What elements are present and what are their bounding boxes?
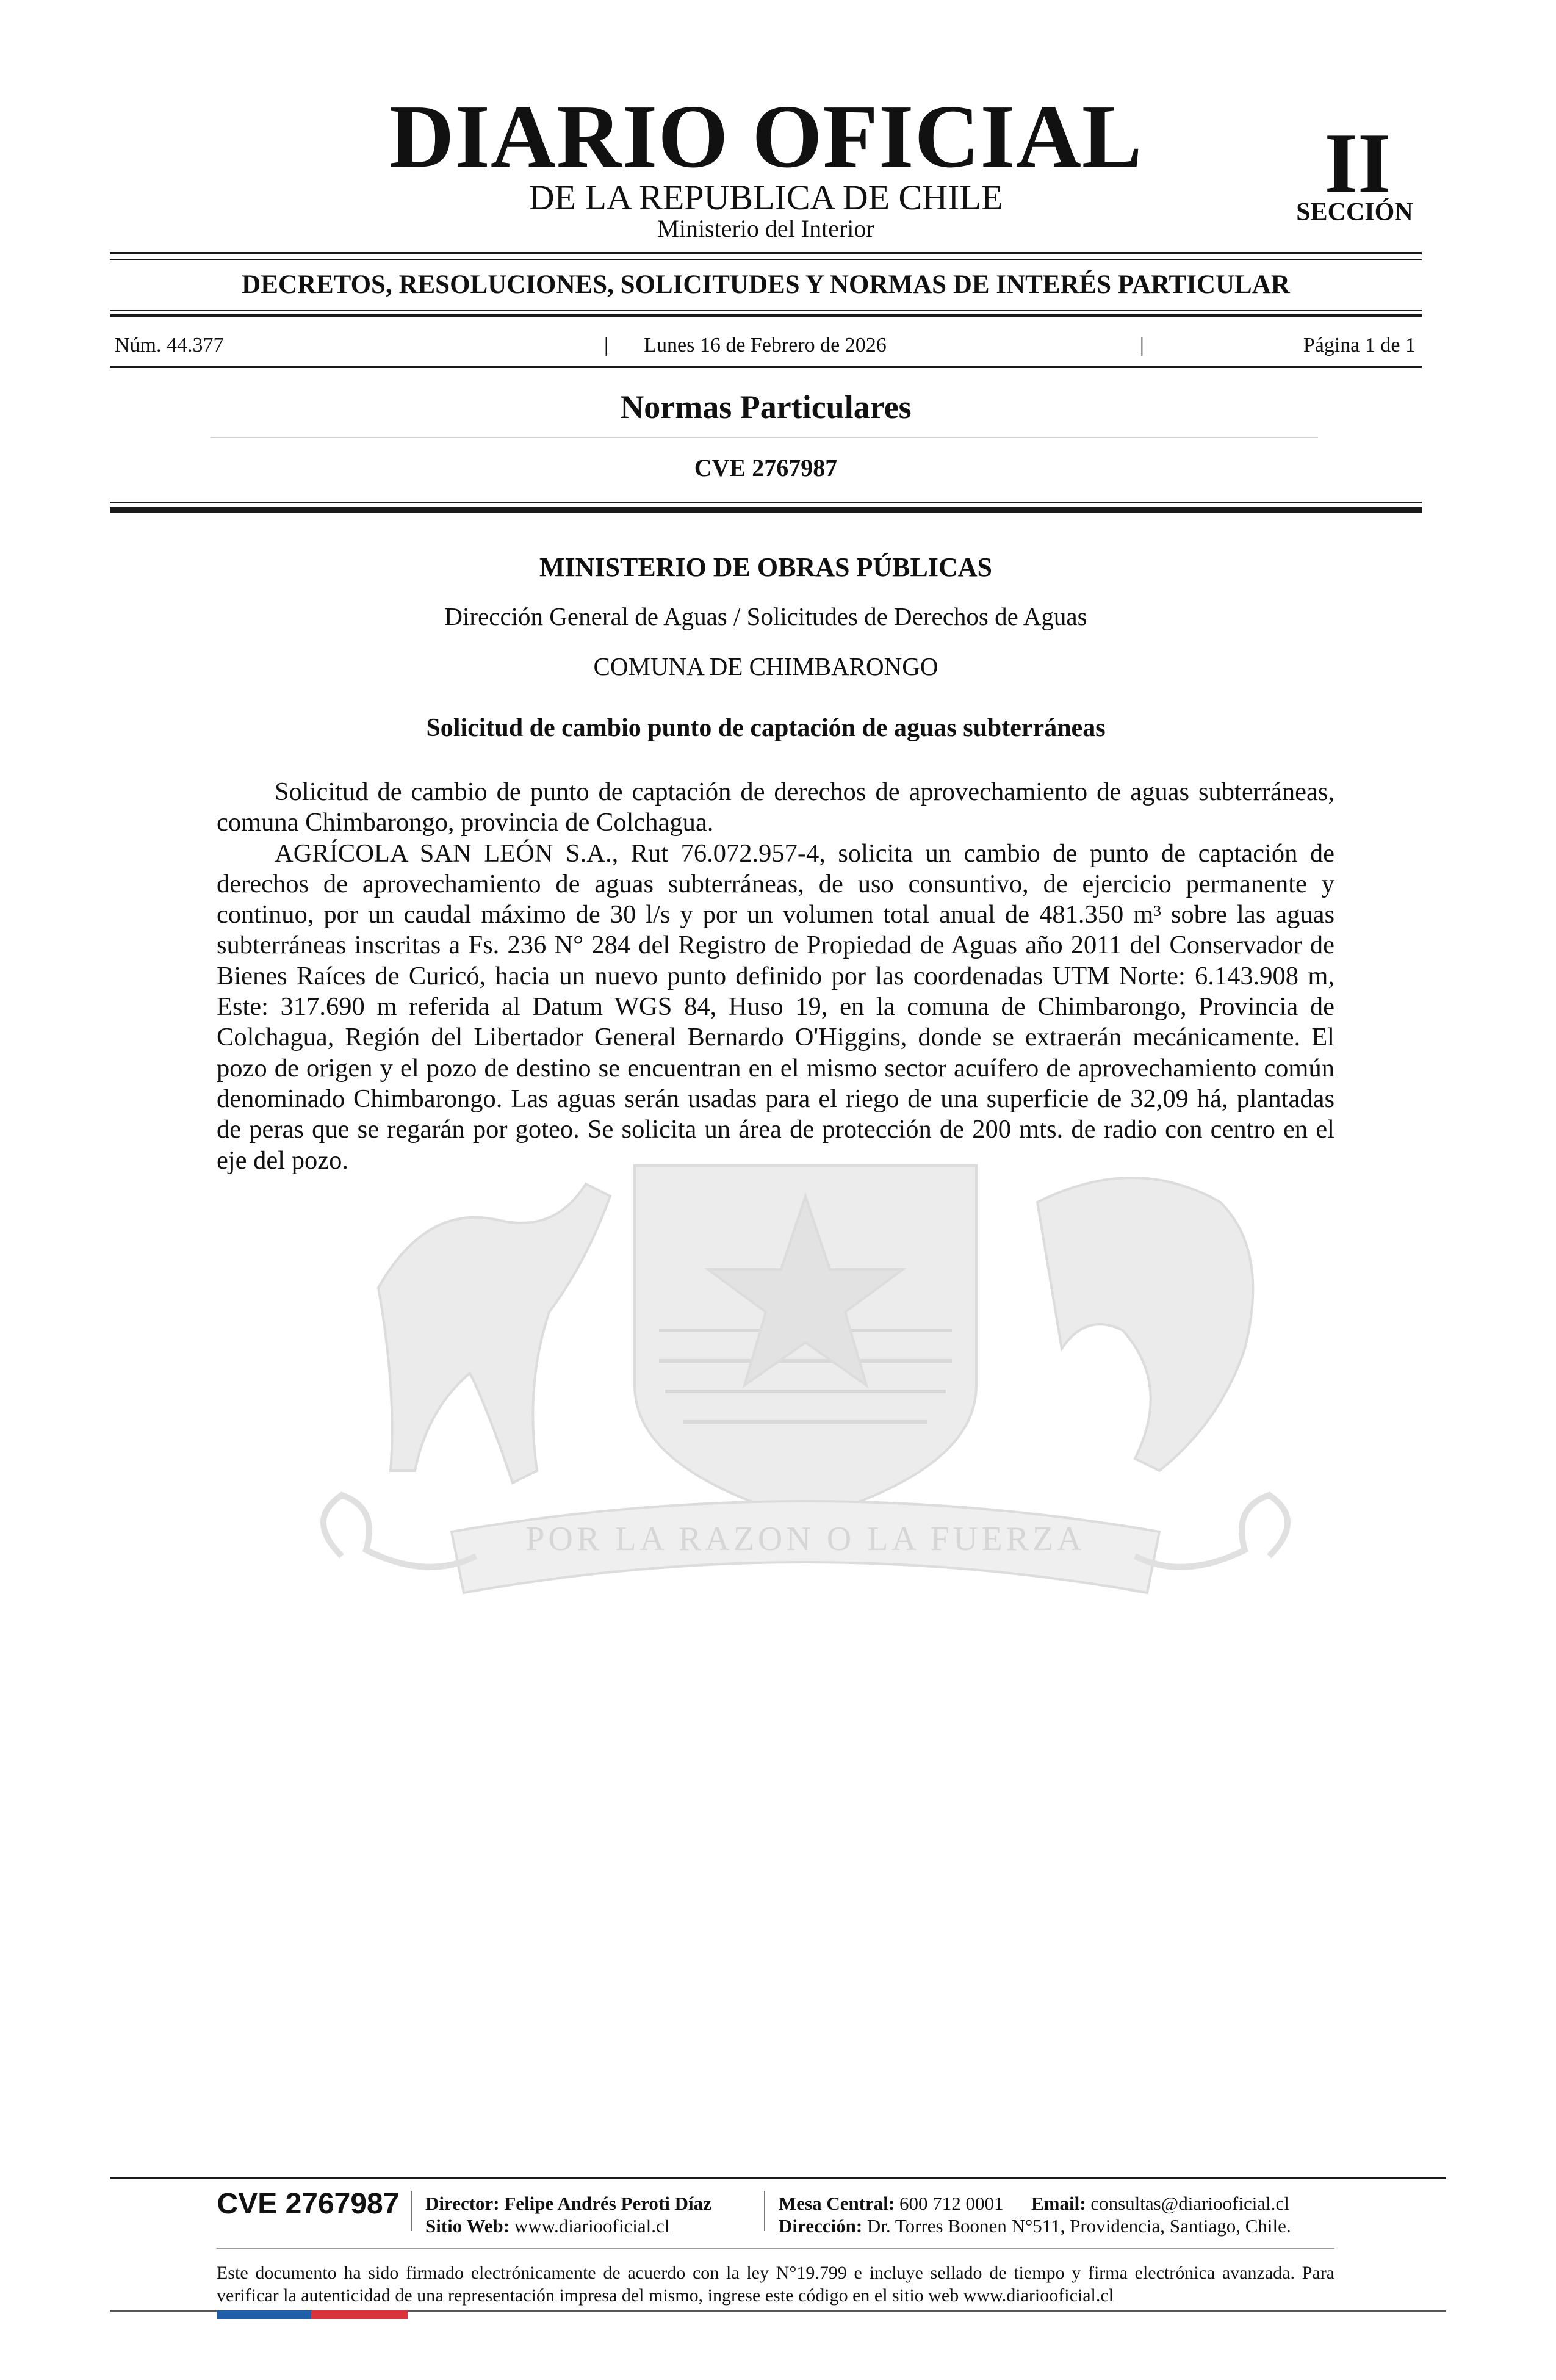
footer-email-label: Email:	[1031, 2193, 1086, 2214]
section-number: II	[1324, 116, 1391, 211]
watermark-motto: POR LA RAZON O LA FUERZA	[525, 1520, 1086, 1558]
document-department: Dirección General de Aguas / Solicitudes de Derechos de Aguas	[444, 602, 1087, 630]
flag-stripe-red	[311, 2310, 408, 2319]
masthead-ministry: Ministerio del Interior	[657, 215, 874, 242]
document-title: Solicitud de cambio punto de captación de aguas subterráneas	[426, 714, 1106, 742]
header-rule-thin	[110, 502, 1422, 503]
section-label: SECCIÓN	[1296, 198, 1413, 226]
document-commune: COMUNA DE CHIMBARONGO	[593, 652, 938, 680]
masthead-rule-thick	[110, 252, 1422, 254]
banner-rule-thick	[110, 314, 1422, 317]
section-heading: Normas Particulares	[620, 389, 912, 425]
footer-address-label: Dirección:	[779, 2215, 863, 2237]
body-paragraph: AGRÍCOLA SAN LEÓN S.A., Rut 76.072.957-4, solicita un cambio de punto de captación de derechos de aprovechamiento de aguas subterráneas, de uso consuntivo, de ejercicio permanente y continuo, por un caudal máximo de 30 l/s y por un volumen total anual de 481.350 m³ sobre las aguas subterráneas inscritas a Fs. 236 N° 284 del Registro de Propiedad de Aguas año 2011 del Conservador de Bienes Raíces de Curicó, hacia un nuevo punto definido por las coordenadas UTM Norte: 6.143.908 m, Este: 317.690 m referida al Datum WGS 84, Huso 19, en la comuna de Chimbarongo, Provincia de Colchagua, Región del Libertador General Bernardo O'Higgins, donde se extraerán mecánicamente. El pozo de origen y el pozo de destino se encuentran en el mismo sector acuífero de aprovechamiento común denominado Chimbarongo. Las aguas serán usadas para el riego de una superficie de 32,09 há, plantadas de peras que se regarán por goteo. Se solicita un área de protección de 200 mts. de radio con centro en el eje del pozo.	[217, 838, 1334, 1175]
footer-director-name: Felipe Andrés Peroti Díaz	[504, 2193, 711, 2214]
body-paragraph: Solicitud de cambio de punto de captación de derechos de aprovechamiento de aguas subterráneas, comuna Chimbarongo, provincia de Colchagua.	[217, 777, 1334, 837]
section-heading-underline	[211, 437, 1318, 438]
issue-number: Núm. 44.377	[115, 334, 224, 356]
footer-address	[779, 2216, 1291, 2235]
footer-divider-right	[764, 2191, 765, 2231]
issue-separator-left: |	[604, 334, 608, 356]
masthead-rule-thin	[110, 259, 1422, 260]
masthead-subtitle: DE LA REPUBLICA DE CHILE	[528, 178, 1003, 217]
cve-code: CVE 2767987	[694, 454, 838, 481]
footer-rule-middle	[217, 2248, 1334, 2249]
coat-of-arms-watermark	[268, 1129, 1342, 1678]
footer-website	[425, 2216, 669, 2235]
footer-director-label: Director:	[425, 2193, 500, 2214]
issue-date: Lunes 16 de Febrero de 2026	[644, 334, 887, 356]
masthead-title: DIARIO OFICIAL	[389, 87, 1143, 187]
issue-rule	[110, 366, 1422, 368]
footer-divider-left	[411, 2191, 412, 2231]
footer-contact	[779, 2194, 1289, 2213]
banner-heading: DECRETOS, RESOLUCIONES, SOLICITUDES Y NORMAS DE INTERÉS PARTICULAR	[242, 270, 1290, 299]
footer-legal-notice	[217, 2262, 1334, 2307]
flag-stripe-blue	[217, 2310, 311, 2319]
issue-separator-right: |	[1140, 334, 1144, 356]
banner-rule-thin	[110, 310, 1422, 311]
footer-phone: 600 712 0001	[899, 2193, 1004, 2214]
issue-page: Página 1 de 1	[1303, 334, 1416, 356]
footer-director	[425, 2194, 711, 2213]
footer-email-link[interactable]: consultas@diariooficial.cl	[1090, 2193, 1289, 2214]
footer-address-value: Dr. Torres Boonen N°511, Providencia, Santiago, Chile.	[866, 2215, 1291, 2237]
footer-website-label: Sitio Web:	[425, 2215, 510, 2237]
header-rule-thick	[110, 507, 1422, 513]
footer-cve-code: CVE 2767987	[217, 2188, 400, 2220]
document-body	[217, 777, 1334, 1176]
footer-phone-label: Mesa Central:	[779, 2193, 895, 2214]
legal-text: Este documento ha sido firmado electrónicamente de acuerdo con la ley N°19.799 e incluye sellado de tiempo y firma electrónica avanzada. Para verificar la autenticidad de una representación impresa del mismo, ingrese este código en el sitio web www.diariooficial.cl	[217, 2263, 1334, 2306]
footer-website-link[interactable]: www.diariooficial.cl	[514, 2215, 670, 2237]
footer-rule-top	[110, 2177, 1446, 2179]
document-ministry: MINISTERIO DE OBRAS PÚBLICAS	[539, 552, 993, 582]
